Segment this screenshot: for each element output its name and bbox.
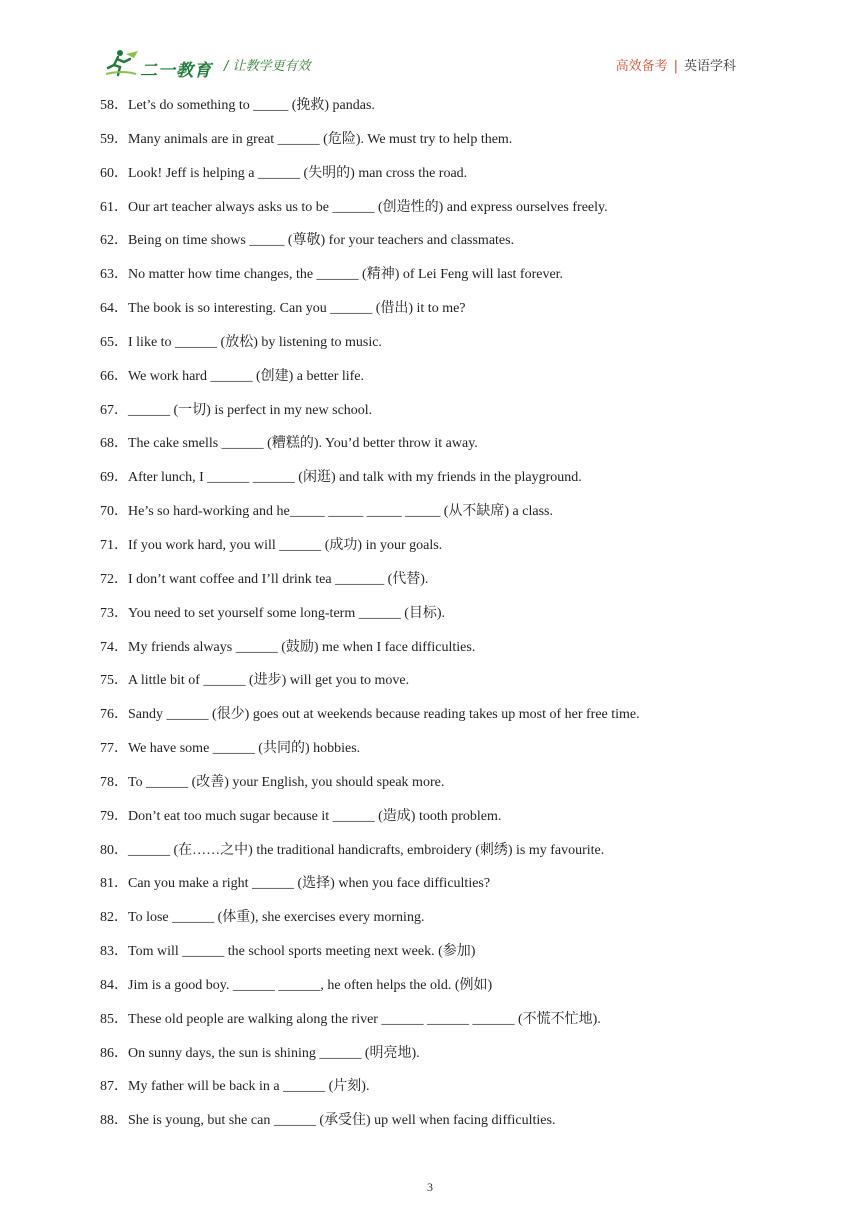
question-text: We work hard ______ (创建) a better life. [128,368,365,384]
question-text: I like to ______ (放松) by listening to music. [128,334,382,350]
question-item [100,96,780,130]
question-item [100,1111,780,1145]
question-text: You need to set yourself some long-term ______ (目标). [128,605,446,621]
question-item [100,198,780,232]
question-text: I don’t want coffee and I’ll drink tea _______ (代替). [128,571,429,587]
question-text: No matter how time changes, the ______ (精神) of Lei Feng will last forever. [128,267,564,283]
page-header [104,44,744,84]
question-text: Tom will ______ the school sports meeting next week. (参加) [128,944,476,960]
question-number: 87． [100,1079,128,1095]
question-number: 77． [100,741,128,757]
question-number: 58． [100,98,128,113]
question-item [100,705,780,739]
question-item [100,841,780,875]
question-text: My friends always ______ (鼓励) me when I face difficulties. [128,639,476,655]
question-item [100,671,780,705]
question-text: These old people are walking along the river ______ ______ ______ (不慌不忙地). [128,1011,601,1027]
question-number: 82． [100,910,128,926]
tag-exam-prep: 高效备考 [615,59,668,74]
question-number: 63． [100,267,128,283]
question-number: 73． [100,605,128,621]
question-number: 86． [100,1045,128,1061]
slogan: / 让教学更有效 [224,59,311,74]
question-item [100,604,780,638]
question-number: 66． [100,368,128,384]
question-text: On sunny days, the sun is shining ______ (明亮地). [128,1045,420,1061]
question-number: 84． [100,977,128,993]
question-text: Look! Jeff is helping a ______ (失明的) man cross the road. [128,165,468,181]
question-item [100,976,780,1010]
question-list [100,96,780,1145]
question-item [100,773,780,807]
question-number: 65． [100,334,128,350]
question-item [100,231,780,265]
tag-subject: 英语学科 [683,59,736,74]
question-text: She is young, but she can ______ (承受住) up well when facing difficulties. [128,1113,556,1129]
question-item [100,265,780,299]
question-item [100,333,780,367]
question-number: 62． [100,233,128,249]
question-text: ______ (一切) is perfect in my new school. [128,402,373,418]
question-item [100,502,780,536]
question-number: 80． [100,842,128,858]
question-number: 69． [100,470,128,486]
question-number: 60． [100,165,128,181]
question-item [100,434,780,468]
question-number: 75． [100,673,128,689]
question-item [100,908,780,942]
header-divider: | [673,59,678,74]
logo-text: 二一教育 [140,61,212,81]
logo [104,48,224,81]
page-number: 3 [427,1180,433,1194]
question-item [100,367,780,401]
question-text: Our art teacher always asks us to be ______ (创造性的) and express ourselves freely. [128,199,608,215]
question-item [100,468,780,502]
question-text: Being on time shows _____ (尊敬) for your teachers and classmates. [128,233,515,249]
question-item [100,942,780,976]
question-number: 61． [100,199,128,215]
question-text: To lose ______ (体重), she exercises every morning. [128,910,425,926]
question-number: 74． [100,639,128,655]
question-text: Let’s do something to _____ (挽救) pandas. [128,98,375,113]
question-text: The cake smells ______ (糟糕的). You’d better throw it away. [128,436,478,452]
question-number: 70． [100,504,128,520]
question-item [100,130,780,164]
question-text: Don’t eat too much sugar because it ______ (造成) tooth problem. [128,808,502,824]
running-figure-icon [104,48,140,78]
question-item [100,1077,780,1111]
question-text: After lunch, I ______ ______ (闲逛) and talk with my friends in the playground. [128,470,582,486]
question-text: If you work hard, you will ______ (成功) in your goals. [128,537,443,553]
question-text: A little bit of ______ (进步) will get you to move. [128,673,410,689]
question-item [100,874,780,908]
question-item [100,1010,780,1044]
question-number: 78． [100,774,128,790]
question-number: 76． [100,707,128,723]
question-number: 71． [100,537,128,553]
question-number: 72． [100,571,128,587]
question-item [100,570,780,604]
question-number: 88． [100,1113,128,1129]
question-number: 59． [100,131,128,147]
question-number: 67． [100,402,128,418]
question-number: 79． [100,808,128,824]
question-number: 64． [100,301,128,317]
question-text: Can you make a right ______ (选择) when you face difficulties? [128,876,491,892]
question-item [100,807,780,841]
question-text: Sandy ______ (很少) goes out at weekends because reading takes up most of her free time. [128,707,640,723]
question-text: My father will be back in a ______ (片刻). [128,1079,370,1095]
question-text: He’s so hard-working and he_____ _____ _____ _____ (从不缺席) a class. [128,504,553,520]
header-tags [616,55,736,74]
question-item [100,401,780,435]
question-text: Jim is a good boy. ______ ______, he often helps the old. (例如) [128,977,493,993]
question-text: ______ (在……之中) the traditional handicrafts, embroidery (刺绣) is my favourite. [128,842,605,858]
question-item [100,164,780,198]
question-item [100,638,780,672]
question-item [100,536,780,570]
question-item [100,1044,780,1078]
question-number: 85． [100,1011,128,1027]
question-item [100,299,780,333]
question-number: 68． [100,436,128,452]
question-number: 83． [100,944,128,960]
question-item [100,739,780,773]
question-text: We have some ______ (共同的) hobbies. [128,741,361,757]
question-number: 81． [100,876,128,892]
question-text: To ______ (改善) your English, you should speak more. [128,774,445,790]
question-text: The book is so interesting. Can you ______ (借出) it to me? [128,301,466,317]
question-text: Many animals are in great ______ (危险). We must try to help them. [128,131,513,147]
